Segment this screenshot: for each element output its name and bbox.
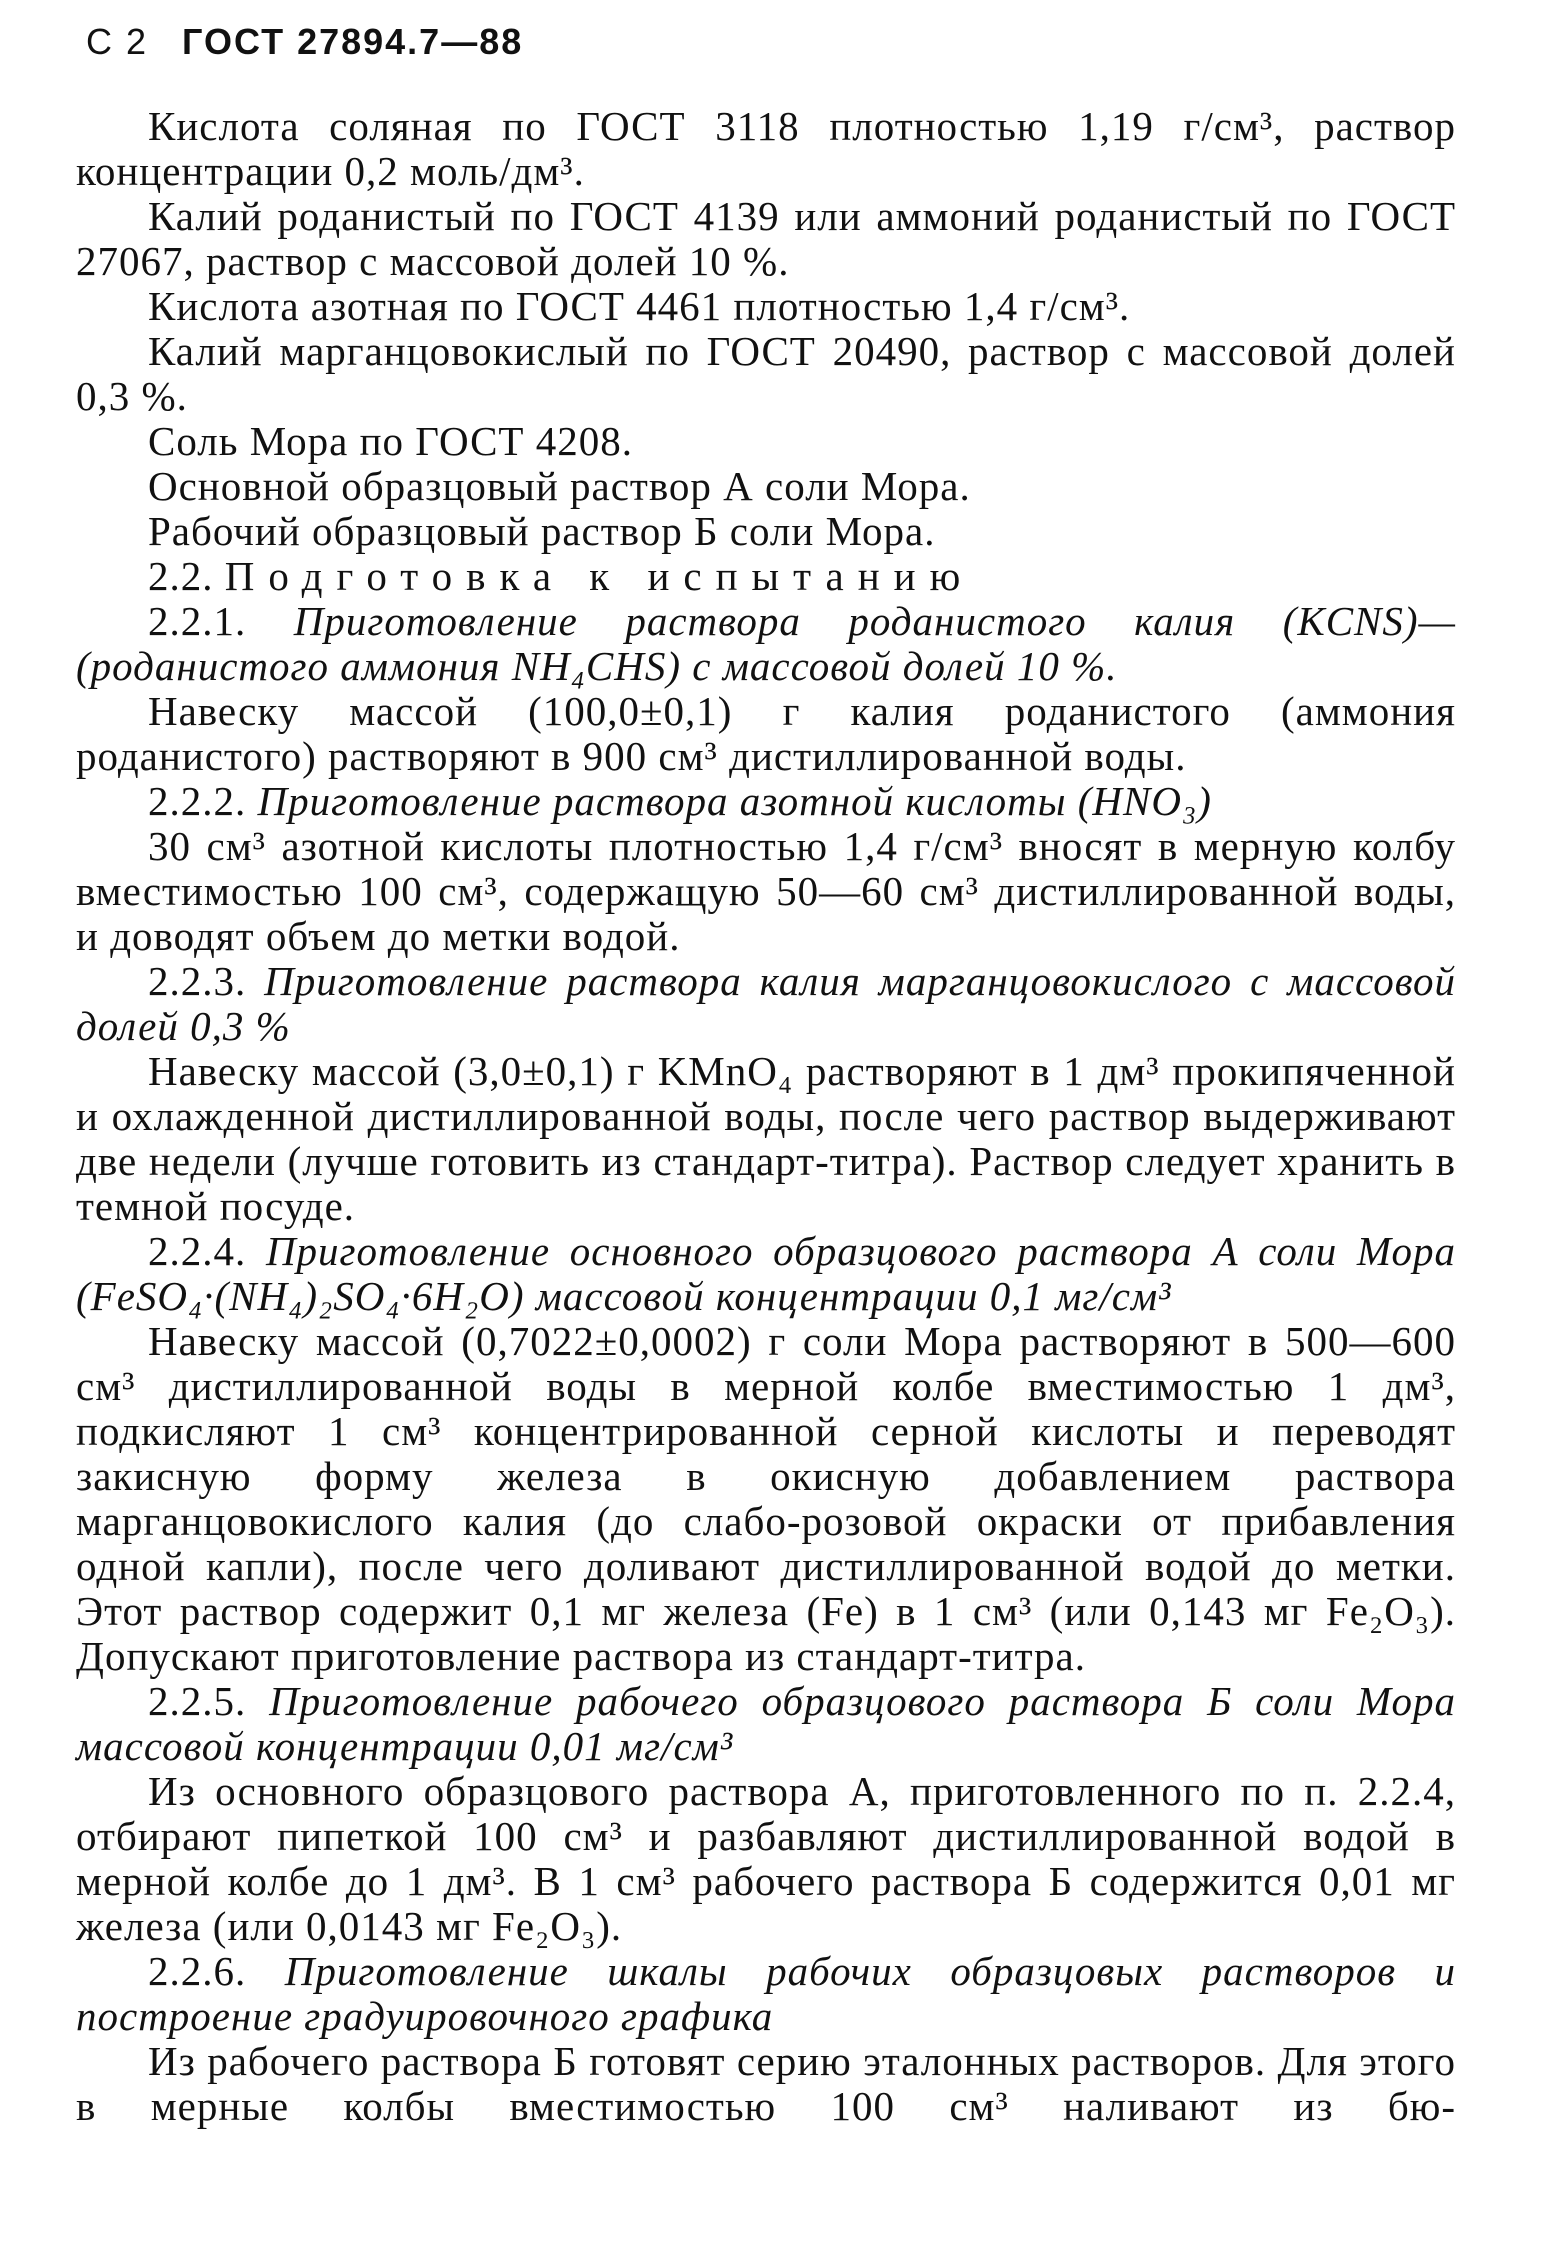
subsection-heading-2-2-3 (76, 959, 1456, 1049)
subsection-text-2-2-4: Навеску массой (0,7022±0,0002) г соли Мора растворяют в 500—600 см³ дистиллированной воды в мерной колбе вместимостью 1 дм³, подкисляют 1 см³ концентрированной серной кислоты и переводят закисную форму железа в окисную добавлением раствора марганцовокислого калия (до слабо-розовой окраски от прибавления одной капли), после чего доливают дистиллированной водой до метки. Этот раствор содержит 0,1 мг железа (Fe) в 1 см³ (или 0,143 мг Fe₂O₃). Допускают приготовление раствора из стандарт-титра. (76, 1318, 1456, 1679)
subsection-number: 2.2.5. (148, 1678, 247, 1724)
reagent-potassium-thiocyanate: Калий роданистый по ГОСТ 4139 или аммоний роданистый по ГОСТ 27067, раствор с массовой долей 10 %. (76, 193, 1456, 284)
reagent-stock-solution-a: Основной образцовый раствор А соли Мора. (148, 463, 971, 509)
document-body (76, 104, 1456, 2129)
subsection-text-2-2-2: 30 см³ азотной кислоты плотностью 1,4 г/см³ вносят в мерную колбу вместимостью 100 см³, содержащую 50—60 см³ дистиллированной воды, и доводят объем до метки водой. (76, 823, 1456, 959)
subsection-number: 2.2.1. (148, 598, 247, 644)
section-heading-2-2 (76, 554, 1456, 599)
subsection-text-2-2-5: Из основного образцового раствора А, приготовленного по п. 2.2.4, отбирают пипеткой 100 см³ и разбавляют дистиллированной водой в мерной колбе до 1 дм³. В 1 см³ рабочего раствора Б содержится 0,01 мг железа (или 0,0143 мг Fe₂O₃). (76, 1768, 1456, 1949)
section-number: 2.2. (148, 553, 214, 599)
subsection-title: Приготовление основного образцового раствора А соли Мора (FeSO₄·(NH₄)₂SO₄·6H₂O) массовой концентрации 0,1 мг/см³ (76, 1228, 1457, 1319)
reagent-mohr-salt: Соль Мора по ГОСТ 4208. (148, 418, 633, 464)
subsection-number: 2.2.4. (148, 1228, 247, 1274)
reagent-potassium-permanganate: Калий марганцовокислый по ГОСТ 20490, раствор с массовой долей 0,3 %. (76, 328, 1456, 419)
subsection-number: 2.2.2. (148, 778, 247, 824)
subsection-text-2-2-1: Навеску массой (100,0±0,1) г калия роданистого (аммония роданистого) растворяют в 900 см³ дистиллированной воды. (76, 688, 1456, 779)
reagent-hydrochloric-acid: Кислота соляная по ГОСТ 3118 плотностью 1,19 г/см³, раствор концентрации 0,2 моль/дм³. (76, 103, 1456, 194)
subsection-title: Приготовление рабочего образцового раствора Б соли Мора массовой концентрации 0,01 мг/см³ (76, 1678, 1456, 1769)
subsection-title: Приготовление шкалы рабочих образцовых растворов и построение градуировочного графика (76, 1948, 1457, 2039)
subsection-heading-2-2-5 (76, 1679, 1456, 1769)
subsection-heading-2-2-2 (76, 779, 1456, 824)
section-title: Подготовка к испытанию (224, 553, 975, 599)
standard-designation: ГОСТ 27894.7—88 (182, 21, 524, 62)
reagent-nitric-acid: Кислота азотная по ГОСТ 4461 плотностью 1,4 г/см³. (148, 283, 1131, 329)
subsection-heading-2-2-1 (76, 599, 1456, 689)
subsection-title: Приготовление раствора калия марганцовокислого с массовой долей 0,3 % (76, 958, 1456, 1049)
subsection-text-2-2-3: Навеску массой (3,0±0,1) г KMnO₄ растворяют в 1 дм³ прокипяченной и охлажденной дистиллированной воды, после чего раствор выдерживают две недели (лучше готовить из стандарт-титра). Раствор следует хранить в темной посуде. (76, 1048, 1456, 1229)
subsection-number: 2.2.6. (148, 1948, 247, 1994)
subsection-title: Приготовление раствора роданистого калия (KCNS)— (роданистого аммония NH₄CHS) с массовой долей 10 %. (76, 598, 1457, 689)
subsection-number: 2.2.3. (148, 958, 247, 1004)
subsection-text-2-2-6: Из рабочего раствора Б готовят серию эталонных растворов. Для этого в мерные колбы вместимостью 100 см³ наливают из бю- (76, 2038, 1456, 2129)
reagent-working-solution-b: Рабочий образцовый раствор Б соли Мора. (148, 508, 936, 554)
subsection-heading-2-2-6 (76, 1949, 1456, 2039)
subsection-title: Приготовление раствора азотной кислоты (HNO₃) (257, 778, 1212, 824)
page-header (86, 18, 523, 66)
subsection-heading-2-2-4 (76, 1229, 1456, 1319)
page-number: С 2 (86, 21, 149, 62)
